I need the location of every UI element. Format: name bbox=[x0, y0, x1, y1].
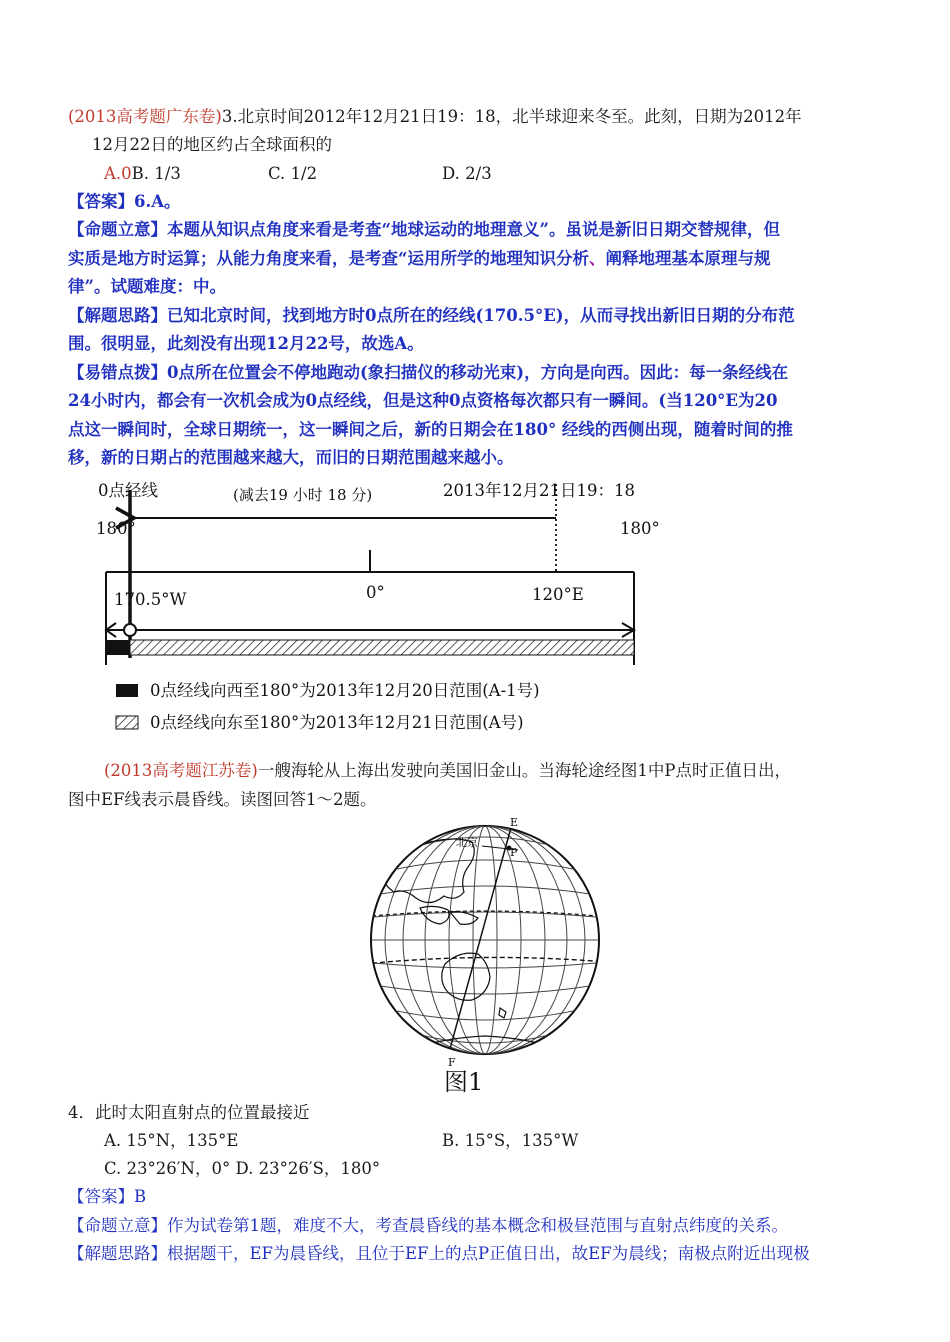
q3-options bbox=[104, 163, 181, 185]
q3-option-b: B. 1/3 bbox=[131, 164, 181, 183]
q4-answer: B bbox=[134, 1187, 147, 1206]
q3-answer-line bbox=[68, 191, 181, 213]
globe-beijing-label: 北京 bbox=[456, 836, 478, 849]
legend-black-swatch bbox=[116, 684, 138, 697]
q3-intent-line-2 bbox=[68, 248, 771, 270]
time-label: 2013年12月21日19：18 bbox=[443, 481, 635, 500]
q3-stem-line-1 bbox=[68, 106, 802, 128]
black-range-bar bbox=[106, 640, 130, 655]
lon-170-label: 170.5°W bbox=[114, 590, 187, 609]
q3-idea-line-1 bbox=[68, 305, 795, 327]
q3-intent-tag: 【命题立意】 bbox=[68, 220, 167, 239]
q3-idea-1: 已知北京时间，找到地方时0点所在的经线(170.5°E)，从而寻找出新旧日期的分布范 bbox=[167, 306, 795, 325]
q3-intent-2c: 阐释地理基本原理与规 bbox=[605, 249, 771, 268]
q3-tip-line-1 bbox=[68, 362, 788, 384]
q4-intent-line bbox=[68, 1215, 788, 1237]
q3-idea-2: 围。很明显，此刻没有出现12月22号，故选A。 bbox=[68, 334, 424, 353]
q4-options-cd bbox=[104, 1158, 380, 1180]
q3-option-a: A.0 bbox=[104, 164, 132, 183]
legend-hatch-swatch bbox=[116, 716, 138, 729]
q4-intent: 作为试卷第1题，难度不大，考查晨昏线的基本概念和极昼范围与直射点纬度的关系。 bbox=[167, 1216, 788, 1235]
q4-answer-tag: 【答案】 bbox=[68, 1187, 134, 1206]
q4-answer-line bbox=[68, 1186, 146, 1208]
lon-120-label: 120°E bbox=[532, 585, 584, 604]
q3-answer-tag: 【答案】 bbox=[68, 192, 134, 211]
q3-intent-3: 律”。试题难度：中。 bbox=[68, 277, 226, 296]
q3-source: (2013高考题广东卷) bbox=[68, 107, 222, 126]
q3-tip-4: 移，新的日期占的范围越来越大，而旧的日期范围越来越小。 bbox=[68, 448, 514, 467]
q4-option-c: C. 23°26′N，0° bbox=[104, 1159, 231, 1178]
date-line-diagram bbox=[0, 470, 950, 740]
q3-intent-1: 本题从知识点角度来看是考查“地球运动的地理意义”。虽说是新旧日期交替规律，但 bbox=[167, 220, 780, 239]
q3-tip-tag: 【易错点拨】 bbox=[68, 363, 167, 382]
q3-answer: 6.A。 bbox=[134, 192, 181, 211]
q4-option-d: D. 23°26′S，180° bbox=[235, 1159, 381, 1178]
q3-intent-2b: 、 bbox=[589, 249, 606, 268]
globe-p-label: P bbox=[510, 846, 518, 859]
legend-hatch-text: 0点经线向东至180°为2013年12月21日范围(A号) bbox=[150, 713, 524, 732]
jiangsu-intro-2: 图中EF线表示晨昏线。读图回答1～2题。 bbox=[68, 790, 377, 809]
hatched-range-bar bbox=[130, 640, 634, 655]
q4-idea-tag: 【解题思路】 bbox=[68, 1244, 167, 1263]
zero-line-label: 0点经线 bbox=[98, 481, 158, 500]
jiangsu-intro-line-1 bbox=[104, 760, 791, 782]
graticule bbox=[364, 826, 606, 1054]
left-180-label: 180° bbox=[96, 519, 136, 538]
q4-option-a: A. 15°N，135°E bbox=[104, 1131, 239, 1150]
q3-stem-2: 12月22日的地区约占全球面积的 bbox=[92, 135, 332, 154]
globe-f-label: F bbox=[448, 1056, 456, 1069]
q4-option-b: B. 15°S，135°W bbox=[442, 1131, 579, 1150]
globe-e-label: E bbox=[510, 816, 519, 829]
q4-stem: 4．此时太阳直射点的位置最接近 bbox=[68, 1103, 310, 1122]
jiangsu-intro-1: 一艘海轮从上海出发驶向美国旧金山。当海轮途经图1中P点时正值日出， bbox=[257, 761, 791, 780]
q3-tip-1: 0点所在位置会不停地跑动(象扫描仪的移动光束)，方向是向西。因此：每一条经线在 bbox=[167, 363, 789, 382]
jiangsu-source: (2013高考题江苏卷) bbox=[104, 761, 258, 780]
legend-black-text: 0点经线向西至180°为2013年12月20日范围(A-1号) bbox=[150, 681, 540, 700]
q3-idea-tag: 【解题思路】 bbox=[68, 306, 167, 325]
zero-hour-point bbox=[124, 624, 136, 636]
globe-figure bbox=[360, 812, 620, 1097]
q3-tip-3: 点这一瞬间时，全球日期统一，这一瞬间之后，新的日期会在180° 经线的西侧出现，随着时间的推 bbox=[68, 420, 793, 439]
q3-tip-2: 24小时内，都会有一次机会成为0点经线，但是这种0点资格每次都只有一瞬间。(当120°E为20 bbox=[68, 391, 778, 410]
q4-idea-line bbox=[68, 1243, 810, 1265]
q3-option-d: D. 2/3 bbox=[442, 164, 492, 183]
q4-idea: 根据题干，EF为晨昏线，且位于EF上的点P正值日出，故EF为晨线；南极点附近出现极 bbox=[167, 1244, 810, 1263]
q3-option-c: C. 1/2 bbox=[268, 164, 318, 183]
figure-caption: 图1 bbox=[444, 1068, 484, 1096]
right-180-label: 180° bbox=[620, 519, 660, 538]
q3-intent-line-1 bbox=[68, 219, 780, 241]
subtract-label: (减去19 小时 18 分) bbox=[233, 486, 373, 504]
q3-stem-1: 3.北京时间2012年12月21日19：18，北半球迎来冬至。此刻，日期为2012年 bbox=[221, 107, 802, 126]
q3-intent-2a: 实质是地方时运算；从能力角度来看，是考查“运用所学的地理知识分析 bbox=[68, 249, 589, 268]
lon-0-label: 0° bbox=[366, 583, 385, 602]
q4-intent-tag: 【命题立意】 bbox=[68, 1216, 167, 1235]
